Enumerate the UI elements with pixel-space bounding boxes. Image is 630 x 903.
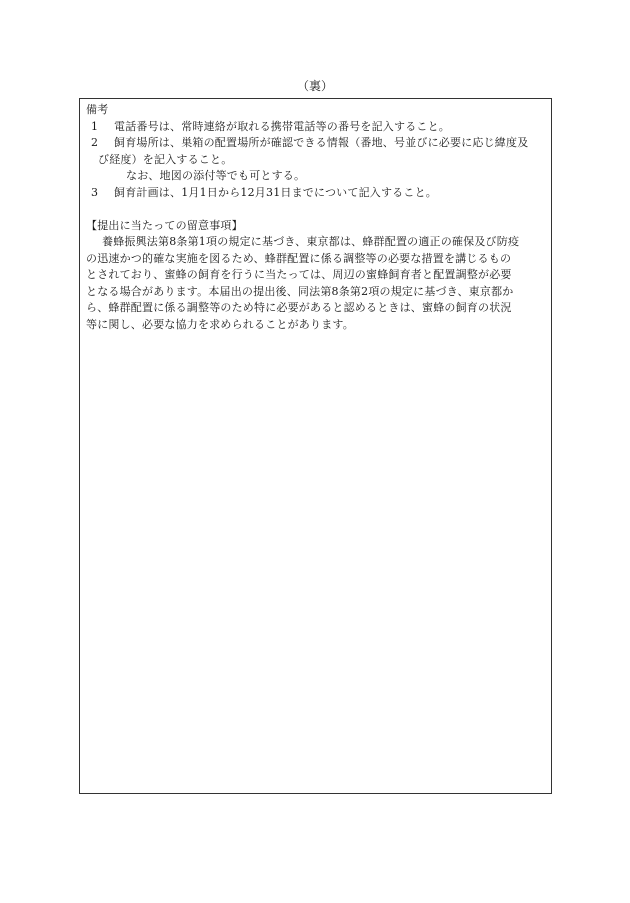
notes-box [79,98,552,794]
remarks-line: の迅速かつ的確な実施を図るため、蜂群配置に係る調整等の必要な措置を講じるもの [86,251,512,265]
remarks-heading: 【提出に当たっての留意事項】 [86,218,243,232]
note-text: 飼育計画は、1月1日から12月31日までについて記入すること。 [114,185,437,199]
remarks-line: 等に関し、必要な協力を求められることがあります。 [86,317,354,331]
note-number: 2 [91,136,99,149]
remarks-line: となる場合があります。本届出の提出後、同法第8条第2項の規定に基づき、東京都か [86,284,514,298]
note-subtext: なお、地図の添付等でも可とする。 [126,169,306,182]
remarks-line: とされており、蜜蜂の飼育を行うに当たっては、周辺の蜜蜂飼育者と配置調整が必要 [86,268,512,281]
note-number: 3 [91,185,99,199]
spacer [86,201,545,218]
note-item-1 [86,119,545,136]
remarks-line: 養蜂振興法第8条第1項の規定に基づき、東京都は、蜂群配置の適正の確保及び防疫 [102,235,520,248]
note-item-3 [86,185,545,202]
page-title: （裏） [296,79,333,93]
note-text: 飼育場所は、巣箱の配置場所が確認できる情報（番地、号並びに必要に応じ緯度及 [114,136,529,149]
remarks-line: ら、蜂群配置に係る調整等のため特に必要があると認めるときは、蜜蜂の飼育の状況 [86,301,512,314]
note-text-continued: び経度）を記入すること。 [98,152,233,166]
note-text: 電話番号は、常時連絡が取れる携帯電話等の番号を記入すること。 [114,119,450,133]
note-item-2 [86,135,545,152]
notes-heading: 備考 [86,103,109,116]
note-number: 1 [91,119,99,133]
